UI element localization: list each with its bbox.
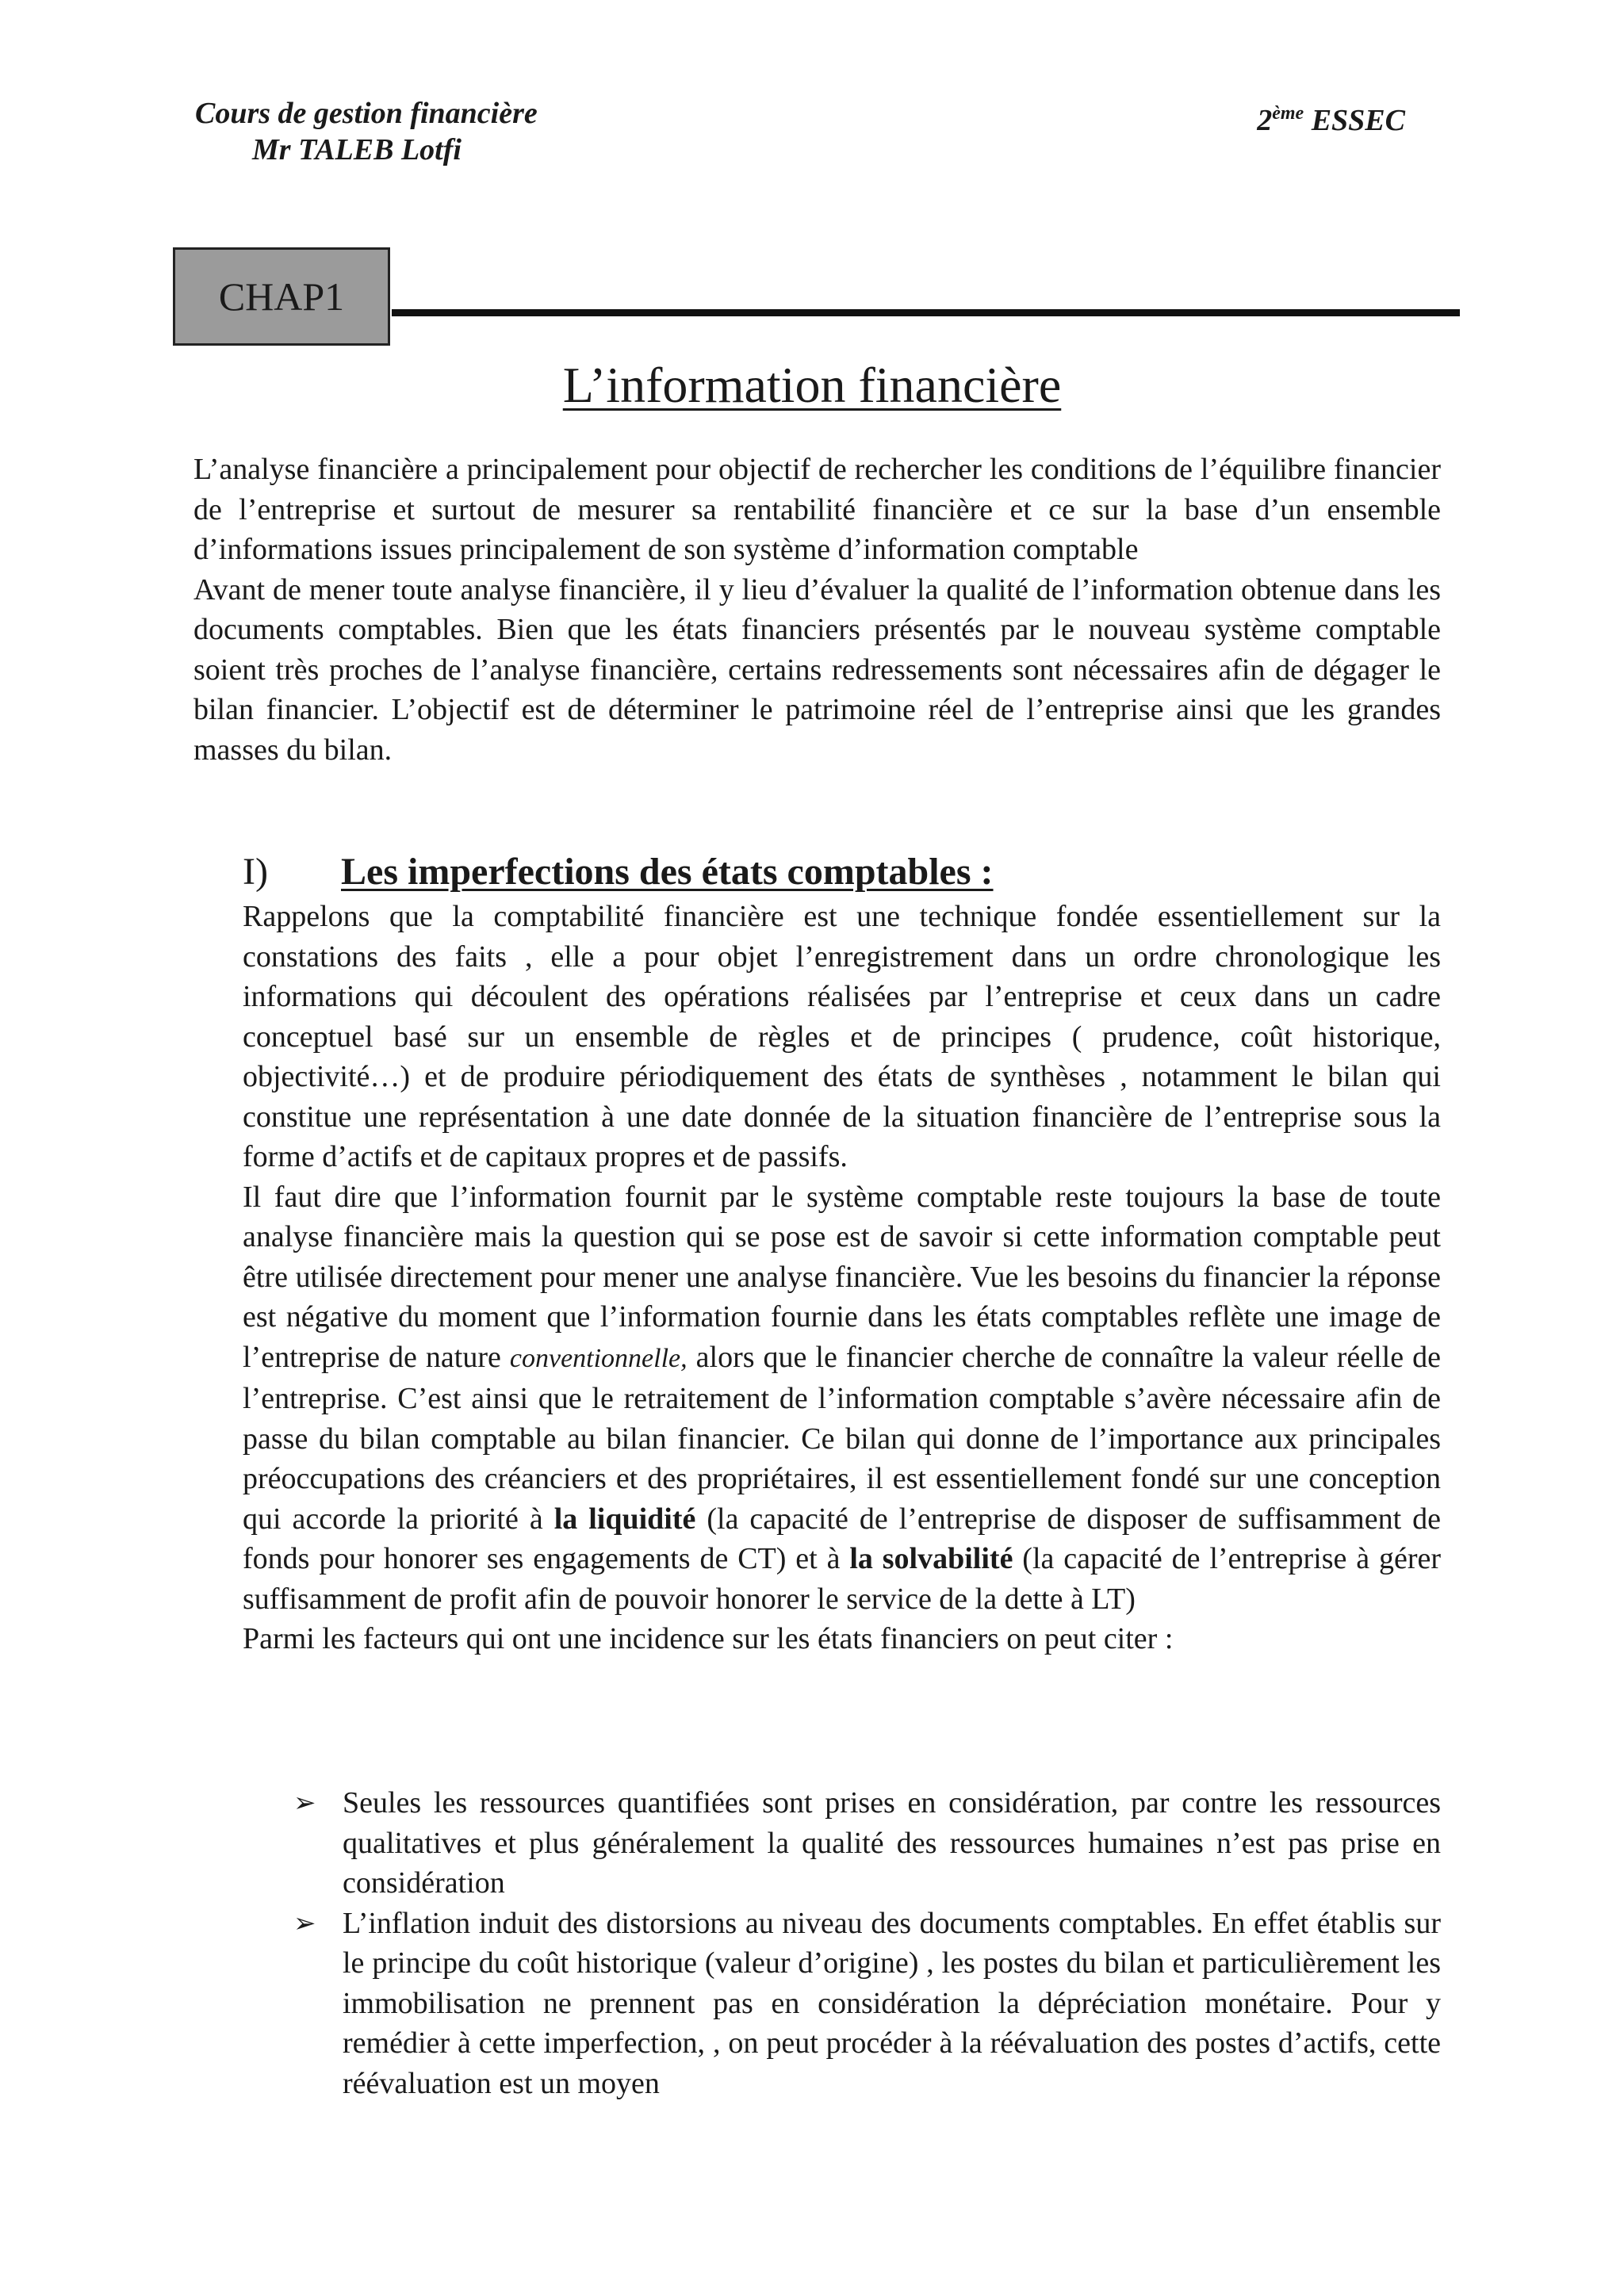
list-item-text: L’inflation induit des distorsions au niveau des documents comptables. En effet établis sur le principe du coût historique (valeur d’origine) , les postes du bilan et particulièrement les immobilisation ne prennent pas en considération la dépréciation monétaire. Pour y remédier à cette imperfection, , on peut procéder à la réévaluation des postes d’actifs, cette réévaluation est un moyen bbox=[343, 1906, 1441, 2100]
section-number: I) bbox=[243, 851, 268, 893]
section-paragraph-3: Parmi les facteurs qui ont une incidence sur les états financiers on peut citer : bbox=[243, 1622, 1174, 1655]
header-level bbox=[1257, 95, 1405, 139]
p2-part-b: alors que le financier cherche de connaître la valeur réelle de l’entreprise. C’est ainsi que le retraitement de l’information comptable s’avère nécessaire afin de passe du bilan comptable au bilan financier. Ce bilan qui donne de l’importance aux principales préoccupations des créanciers et des propriétaires, il est essentiellement fondé sur une conception qui accorde la priorité à bbox=[243, 1340, 1441, 1536]
teacher-name: Mr TALEB Lotfi bbox=[252, 133, 462, 166]
section-paragraph-2 bbox=[243, 1177, 1441, 1620]
header-course-info bbox=[195, 95, 538, 168]
chapter-rule bbox=[392, 309, 1460, 316]
arrow-bullet-icon: ➢ bbox=[293, 1907, 316, 1939]
p2-bold-liquidite: la liquidité bbox=[553, 1502, 696, 1536]
arrow-bullet-icon: ➢ bbox=[293, 1787, 316, 1819]
level-school: ESSEC bbox=[1304, 104, 1405, 137]
chapter-label-box bbox=[173, 247, 390, 346]
section-body bbox=[243, 897, 1441, 1659]
section-title: Les imperfections des états comptables : bbox=[341, 851, 994, 893]
p2-emphasis: conventionnelle, bbox=[509, 1343, 688, 1373]
p2-part-c: (la capacité de l’entreprise de disposer de suffisamment de fonds pour honorer ses engagements de CT) et à bbox=[243, 1502, 1441, 1575]
section-heading bbox=[243, 848, 1432, 896]
p2-part-d: (la capacité de l’entreprise à gérer suffisamment de profit afin de pouvoir honorer le service de la dette à LT) bbox=[243, 1542, 1442, 1616]
intro-section bbox=[193, 450, 1441, 770]
list-item-text: Seules les ressources quantifiées sont prises en considération, par contre les ressources qualitatives et plus généralement la qualité des ressources humaines n’est pas prise en considération bbox=[343, 1786, 1441, 1900]
page-title-text: L’information financière bbox=[562, 357, 1062, 413]
section-paragraph-1: Rappelons que la comptabilité financière est une technique fondée essentiellement sur la constations des faits , elle a pour objet l’enregistrement dans un ordre chronologique les informations qui découlent des opérations réalisées par l’entreprise et ceux dans un cadre conceptuel basé sur un ensemble de règles et de principes ( prudence, coût historique, objectivité…) et de produire périodiquement des états de synthèses , notamment le bilan qui constitue une représentation à une date donnée de la situation financière de l’entreprise sous la forme d’actifs et de capitaux propres et de passifs. bbox=[243, 900, 1441, 1173]
factor-list bbox=[293, 1783, 1441, 2103]
page-title bbox=[0, 354, 1624, 417]
level-number: 2 bbox=[1257, 104, 1273, 137]
course-title: Cours de gestion financière bbox=[195, 97, 538, 130]
level-superscript: ème bbox=[1272, 103, 1304, 124]
list-item bbox=[293, 1904, 1441, 2104]
list-item bbox=[293, 1783, 1441, 1904]
p2-part-a: Il faut dire que l’information fournit par le système comptable reste toujours la base de toute analyse financière mais la question qui se pose est de savoir si cette information comptable peut être utilisée directement pour mener une analyse financière. Vue les besoins du financier la réponse est négative du moment que l’information fournie dans les états comptables reflète une image de l’entreprise de nature bbox=[243, 1180, 1441, 1374]
chapter-label: CHAP1 bbox=[218, 274, 345, 319]
intro-paragraph-2: Avant de mener toute analyse financière, il y lieu d’évaluer la qualité de l’information obtenue dans les documents comptables. Bien que les états financiers présentés par le nouveau système comptable soient très proches de l’analyse financière, certains redressements sont nécessaires afin de dégager le bilan financier. L’objectif est de déterminer le patrimoine réel de l’entreprise ainsi que les grandes masses du bilan. bbox=[193, 572, 1441, 767]
p2-bold-solvabilite: la solvabilité bbox=[849, 1542, 1013, 1575]
intro-paragraph-1: L’analyse financière a principalement pour objectif de rechercher les conditions de l’équilibre financier de l’entreprise et surtout de mesurer sa rentabilité financière et ce sur la base d’un ensemble d’informations issues principalement de son système d’information comptable bbox=[193, 453, 1441, 566]
